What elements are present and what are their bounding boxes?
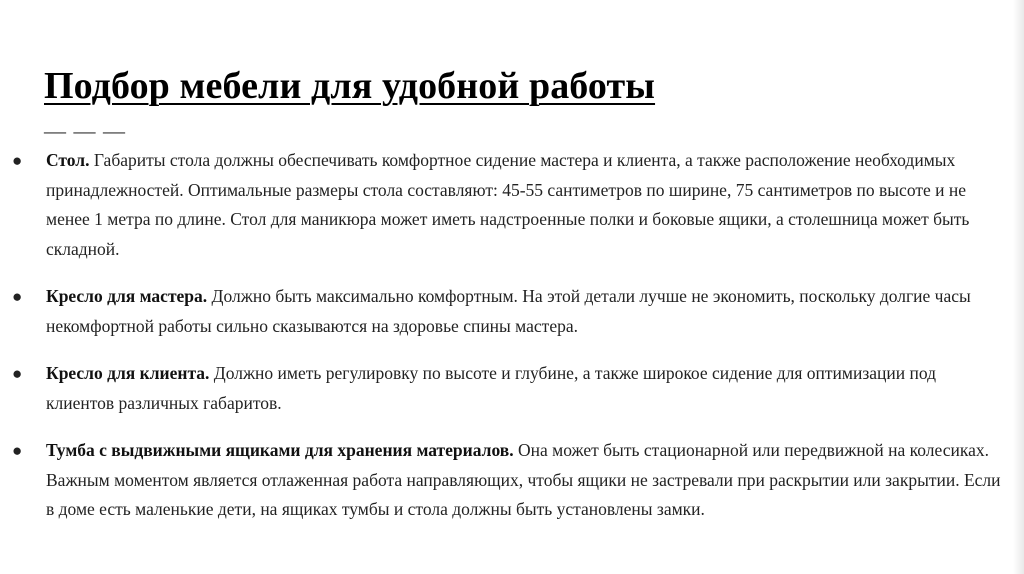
item-term: Кресло для мастера.	[46, 286, 208, 306]
title-dashes: — — —	[44, 118, 126, 143]
bullet-list	[0, 146, 1010, 525]
item-text: Должно иметь регулировку по высоте и глубине, а также широкое сидение для оптимизации под клиентов различных габаритов.	[46, 363, 937, 413]
item-term: Тумба с выдвижными ящиками для хранения материалов.	[46, 440, 514, 460]
item-term: Стол.	[46, 150, 90, 170]
list-item-table	[0, 146, 1010, 264]
item-term: Кресло для клиента.	[46, 363, 210, 383]
list-item-master-chair	[0, 282, 1010, 341]
list-item-drawer-cabinet	[0, 436, 1010, 525]
item-text: Она может быть стационарной или передвижной на колесиках. Важным моментом является отлаженная работа направляющих, чтобы ящики не застревали при раскрытии или закрытии. Если в доме есть маленькие дети, на ящиках тумбы и стола должны быть установлены замки.	[46, 440, 1001, 519]
slide-edge-shadow	[1013, 0, 1024, 574]
item-text: Габариты стола должны обеспечивать комфортное сидение мастера и клиента, а также расположение необходимых принадлежностей. Оптимальные размеры стола составляют: 45-55 сантиметров по ширине, 75 сантиметров по высоте и не менее 1 метра по длине. Стол для маникюра может иметь надстроенные полки и боковые ящики, а столешница может быть складной.	[46, 150, 970, 259]
bullet-icon: ●	[12, 441, 23, 460]
list-item-client-chair	[0, 359, 1010, 418]
bullet-icon: ●	[12, 151, 23, 170]
item-text: Должно быть максимально комфортным. На этой детали лучше не экономить, поскольку долгие часы некомфортной работы сильно сказываются на здоровье спины мастера.	[46, 286, 971, 336]
bullet-icon: ●	[12, 364, 23, 383]
bullet-icon: ●	[12, 287, 23, 306]
slide-title: Подбор мебели для удобной работы	[44, 65, 656, 107]
